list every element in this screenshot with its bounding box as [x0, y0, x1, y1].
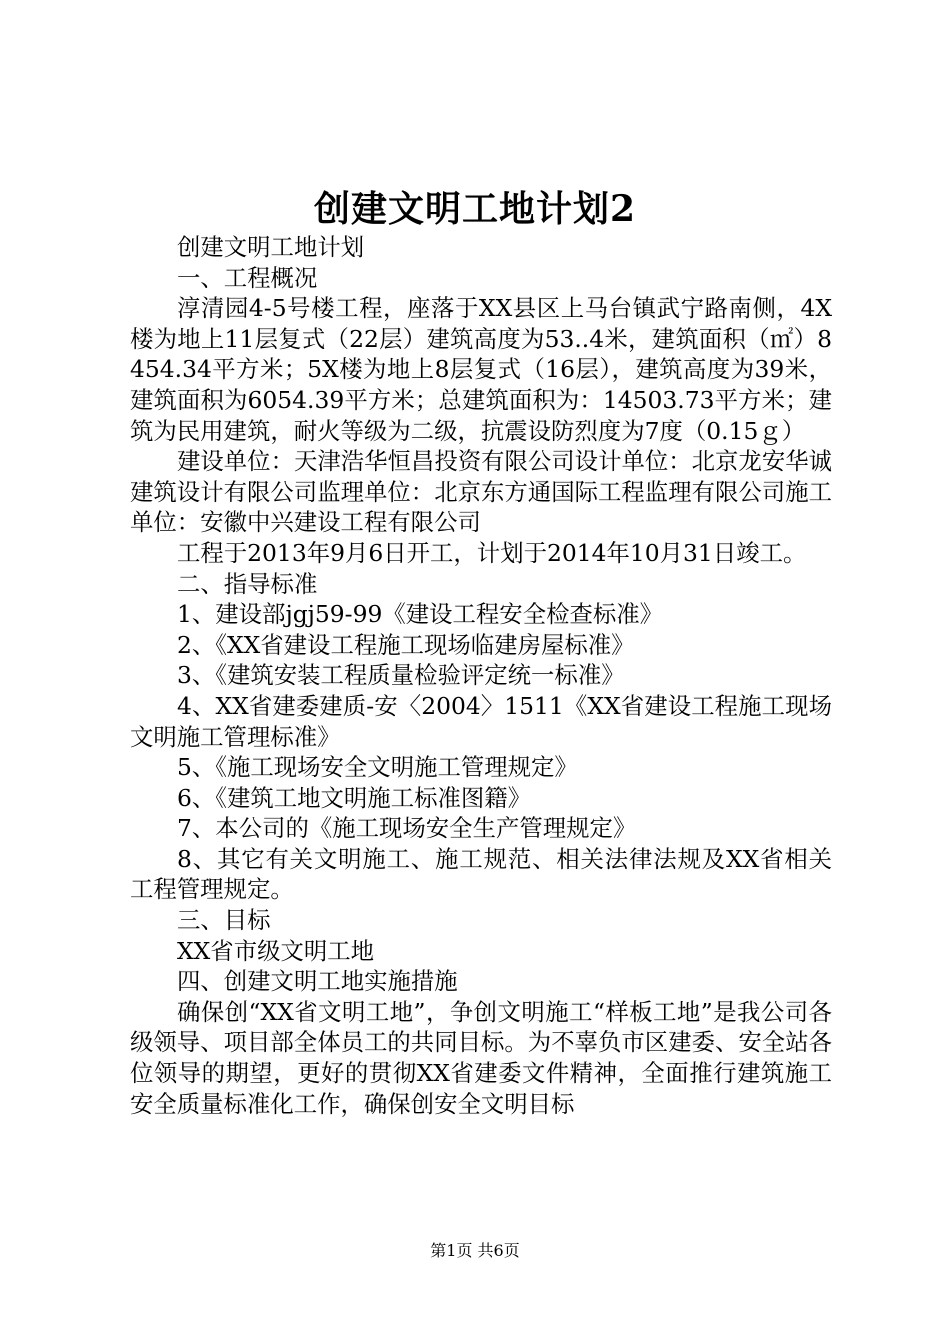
- paragraph-subtitle: 创建文明工地计划: [177, 233, 365, 261]
- document-body: [130, 232, 832, 1119]
- paragraph-heading-measures: 四、创建文明工地实施措施: [177, 967, 458, 996]
- page-footer: 第1页 共6页: [430, 1241, 520, 1260]
- document-title: 创建文明工地计划2: [313, 188, 637, 230]
- paragraph-project-overview: 淳清园4-5号楼工程，座落于XX县区上马台镇武宁路南侧，4X楼为地上11层复式（22层）建筑高度为53..4米，建筑面积（㎡）8454.34平方米；5X楼为地上8层复式（16层），建筑高度为39米，建筑面积为6054.39平方米；总建筑面积为：14503.73平方米；建筑为民用建筑，耐火等级为二级，抗震设防烈度为7度（0.15ｇ）: [130, 294, 832, 445]
- paragraph-units: 建设单位：天津浩华恒昌投资有限公司设计单位：北京龙安华诚建筑设计有限公司监理单位：北京东方通国际工程监理有限公司施工单位：安徽中兴建设工程有限公司: [130, 447, 832, 537]
- paragraph-standard-4: 4、XX省建委建质-安〈2004〉1511《XX省建设工程施工现场文明施工管理标准》: [130, 691, 832, 751]
- paragraph-standard-3: 3、《建筑安装工程质量检验评定统一标准》: [177, 661, 625, 690]
- paragraph-standard-2: 2、《XX省建设工程施工现场临建房屋标准》: [177, 630, 635, 659]
- paragraph-standard-5: 5、《施工现场安全文明施工管理规定》: [177, 753, 578, 782]
- paragraph-standard-6: 6、《建筑工地文明施工标准图籍》: [177, 783, 532, 812]
- paragraph-standard-1: 1、建设部jgj59-99《建设工程安全检查标准》: [177, 600, 664, 629]
- paragraph-schedule: 工程于2013年9月6日开工，计划于2014年10月31日竣工。: [177, 538, 807, 567]
- paragraph-standard-7: 7、本公司的《施工现场安全生产管理规定》: [177, 814, 637, 843]
- paragraph-heading-standards: 二、指导标准: [177, 569, 318, 598]
- paragraph-heading-goal: 三、目标: [177, 906, 271, 935]
- paragraph-heading-overview: 一、工程概况: [177, 263, 318, 292]
- paragraph-measures: 确保创“XX省文明工地”，争创文明施工“样板工地”是我公司各级领导、项目部全体员工的共同目标。为不辜负市区建委、安全站各位领导的期望，更好的贯彻XX省建委文件精神，全面推行建筑施工安全质量标准化工作，确保创安全文明目标: [130, 997, 832, 1118]
- paragraph-goal: XX省市级文明工地: [177, 936, 375, 965]
- paragraph-standard-8: 8、其它有关文明施工、施工规范、相关法律法规及XX省相关工程管理规定。: [130, 844, 832, 904]
